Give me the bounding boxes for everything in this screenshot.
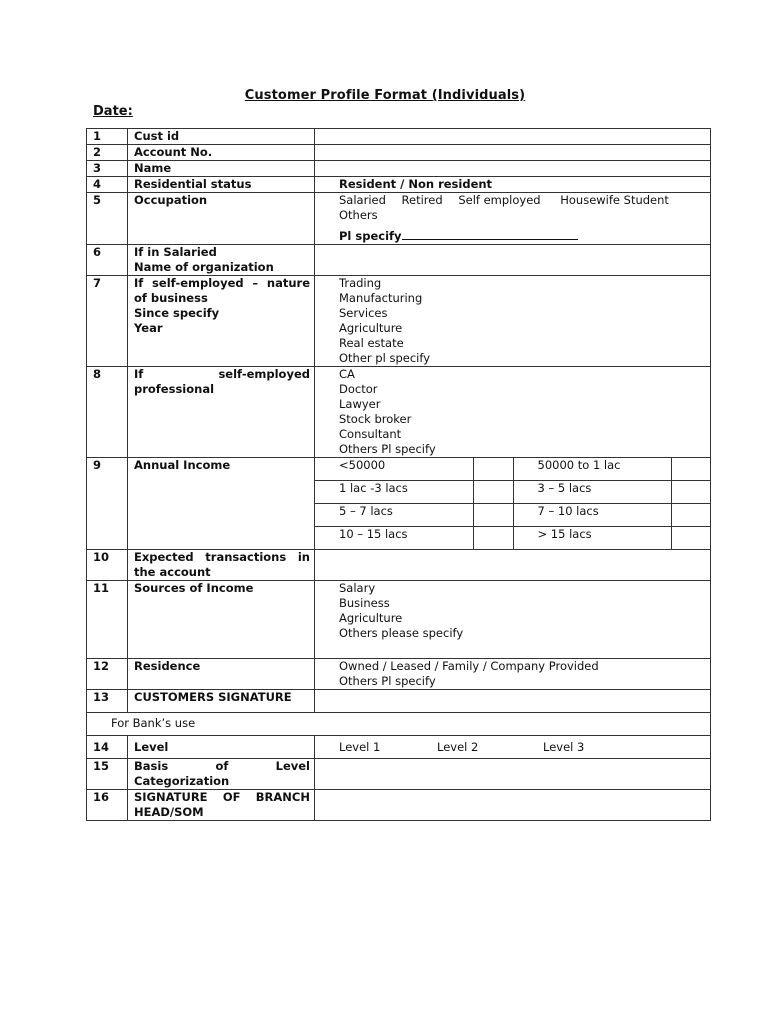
residential-status-value[interactable]: Resident / Non resident	[315, 177, 711, 193]
row-number: 5	[87, 193, 128, 245]
level-option[interactable]: Level 2	[437, 740, 479, 754]
table-row	[87, 736, 711, 759]
self-employed-label-line3: Year	[134, 321, 163, 335]
table-row	[87, 129, 711, 145]
income-option: 50000 to 1 lac	[513, 458, 671, 481]
specify-line[interactable]	[402, 229, 578, 240]
form-title: Customer Profile Format (Individuals)	[244, 88, 526, 103]
occupation-option[interactable]: Housewife Student	[560, 193, 669, 207]
income-option: <50000	[315, 458, 473, 481]
option-item[interactable]: Services	[339, 306, 388, 320]
option-item[interactable]: Doctor	[339, 382, 378, 396]
residential-status-label: Residential status	[128, 177, 315, 193]
account-no-label: Account No.	[128, 145, 315, 161]
table-row	[87, 581, 711, 659]
option-item[interactable]: Stock broker	[339, 412, 412, 426]
option-item[interactable]: Consultant	[339, 427, 402, 441]
specify-label: Pl specify	[339, 229, 402, 243]
option-item[interactable]: Lawyer	[339, 397, 381, 411]
level-label: Level	[128, 736, 315, 759]
row-number: 3	[87, 161, 128, 177]
income-checkbox[interactable]	[473, 481, 513, 504]
row-number: 9	[87, 458, 128, 550]
row-number: 1	[87, 129, 128, 145]
basis-of-level-label: Basis of Level Categorization	[128, 759, 315, 790]
income-checkbox[interactable]	[671, 504, 710, 527]
sources-of-income-label: Sources of Income	[128, 581, 315, 659]
option-item[interactable]: Others Pl specify	[339, 674, 436, 688]
row-number: 10	[87, 550, 128, 581]
annual-income-label: Annual Income	[128, 458, 315, 550]
income-option: 3 – 5 lacs	[513, 481, 671, 504]
customer-profile-table	[86, 128, 711, 821]
business-nature-options	[315, 276, 711, 367]
row-number: 16	[87, 790, 128, 821]
option-item[interactable]: Business	[339, 596, 390, 610]
income-checkbox[interactable]	[473, 504, 513, 527]
table-row	[87, 759, 711, 790]
self-employed-label-line1: If self-employed – nature of business	[134, 276, 310, 305]
annual-income-grid	[315, 458, 711, 550]
option-item[interactable]: Other pl specify	[339, 351, 430, 365]
organization-field[interactable]	[315, 245, 711, 276]
occupation-option[interactable]: Self employed	[458, 193, 541, 207]
table-row	[87, 713, 711, 736]
row-number: 14	[87, 736, 128, 759]
self-employed-label	[128, 276, 315, 367]
row-number: 12	[87, 659, 128, 690]
occupation-option[interactable]: Salaried	[339, 193, 386, 207]
income-option: 7 – 10 lacs	[513, 504, 671, 527]
date-label: Date:	[93, 104, 133, 119]
option-item[interactable]: Agriculture	[339, 611, 403, 625]
table-row	[87, 161, 711, 177]
table-row	[87, 245, 711, 276]
expected-transactions-label: Expected transactions in the account	[128, 550, 315, 581]
salaried-label	[128, 245, 315, 276]
account-no-field[interactable]	[315, 145, 711, 161]
option-item[interactable]: Agriculture	[339, 321, 403, 335]
income-checkbox[interactable]	[671, 458, 710, 481]
income-sources-options	[315, 581, 711, 659]
table-row	[87, 690, 711, 713]
income-checkbox[interactable]	[671, 481, 710, 504]
salaried-label-line1: If in Salaried	[134, 245, 217, 259]
option-item[interactable]: Others please specify	[339, 626, 464, 640]
table-row	[87, 458, 711, 550]
cust-id-field[interactable]	[315, 129, 711, 145]
branch-head-signature-label: SIGNATURE OF BRANCH HEAD/SOM	[128, 790, 315, 821]
table-row	[87, 790, 711, 821]
option-item[interactable]: Manufacturing	[339, 291, 423, 305]
occupation-field[interactable]	[315, 193, 711, 245]
table-row	[87, 367, 711, 458]
row-number: 2	[87, 145, 128, 161]
row-number: 6	[87, 245, 128, 276]
row-number: 4	[87, 177, 128, 193]
customer-signature-label: CUSTOMERS SIGNATURE	[128, 690, 315, 713]
table-row	[87, 659, 711, 690]
income-option: 10 – 15 lacs	[315, 527, 473, 550]
row-number: 15	[87, 759, 128, 790]
option-item[interactable]: CA	[339, 367, 355, 381]
table-row	[87, 276, 711, 367]
table-row	[87, 193, 711, 245]
income-option: 1 lac -3 lacs	[315, 481, 473, 504]
occupation-option[interactable]: Retired	[401, 193, 443, 207]
table-row	[87, 145, 711, 161]
self-employed-label-line2: Since specify	[134, 306, 220, 320]
salaried-label-line2: Name of organization	[134, 260, 274, 274]
income-option: > 15 lacs	[513, 527, 671, 550]
income-checkbox[interactable]	[473, 458, 513, 481]
bank-use-label: For Bank’s use	[87, 713, 711, 736]
basis-of-level-field[interactable]	[315, 759, 711, 790]
occupation-option[interactable]: Others	[339, 208, 378, 222]
level-option[interactable]: Level 1	[339, 740, 381, 754]
name-label: Name	[128, 161, 315, 177]
option-item[interactable]: Real estate	[339, 336, 404, 350]
level-option[interactable]: Level 3	[543, 740, 585, 754]
row-number: 8	[87, 367, 128, 458]
professional-options	[315, 367, 711, 458]
cust-id-label: Cust id	[128, 129, 315, 145]
row-number: 7	[87, 276, 128, 367]
option-item[interactable]: Salary	[339, 581, 376, 595]
income-option: 5 – 7 lacs	[315, 504, 473, 527]
table-row	[87, 177, 711, 193]
option-item[interactable]: Owned / Leased / Family / Company Provided	[339, 659, 599, 673]
option-item[interactable]: Trading	[339, 276, 382, 290]
residence-label: Residence	[128, 659, 315, 690]
option-item[interactable]: Others Pl specify	[339, 442, 436, 456]
residence-options	[315, 659, 711, 690]
occupation-label: Occupation	[128, 193, 315, 245]
row-number: 11	[87, 581, 128, 659]
customer-signature-field[interactable]	[315, 690, 711, 713]
income-checkbox[interactable]	[671, 527, 710, 550]
name-field[interactable]	[315, 161, 711, 177]
table-row	[87, 550, 711, 581]
income-checkbox[interactable]	[473, 527, 513, 550]
row-number: 13	[87, 690, 128, 713]
expected-transactions-field[interactable]	[315, 550, 711, 581]
level-options	[315, 736, 711, 759]
branch-head-signature-field[interactable]	[315, 790, 711, 821]
professional-label: If self-employed professional	[128, 367, 315, 458]
